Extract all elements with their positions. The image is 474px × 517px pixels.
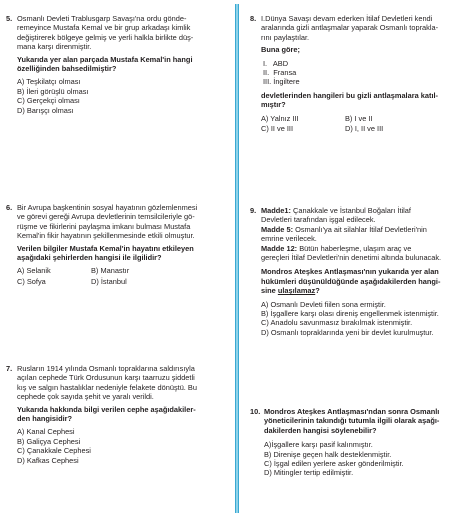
article-item: Madde 5: Osmanlı'ya ait silahlar İtilaf Devletleri'nin emrine verilecek. xyxy=(261,224,427,244)
question-6 xyxy=(6,203,232,286)
column-divider xyxy=(235,4,239,513)
option-d[interactable]: D) Barışçı olması xyxy=(17,105,74,115)
question-stem: Bir Avrupa başkentinin sosyal hayatının gözlemlenmesi ve görevi gereği Avrupa devletlerinin temsilcileriyle gö- rüşme ve fikirlerini paylaşma imkanı bulması Mustafa Kemal'in fikir hayatının şekillenmesinde etkili olmuştur. xyxy=(17,203,198,241)
question-prompt: Mondros Ateşkes Antlaşması'nın yukarıda yer alan hükümleri düşünüldüğünde aşağıdakilerden hangi- sine ulaşılamaz? xyxy=(261,267,441,296)
question-prompt: devletlerinden hangileri bu gizli antlaşmalara katıl- mıştır? xyxy=(261,90,439,110)
question-number: 9. xyxy=(250,206,257,215)
option-c[interactable]: C) İşgal edilen yerlere asker gönderilmiştir. xyxy=(264,459,404,469)
option-a[interactable]: A) Kanal Cephesi xyxy=(17,427,75,437)
question-5 xyxy=(6,14,232,115)
option-b[interactable]: B) Galiçya Cephesi xyxy=(17,436,81,446)
question-number: 8. xyxy=(250,14,257,23)
question-prompt: Verilen bilgiler Mustafa Kemal'in hayatını etkileyen aşağıdaki şehirlerden hangisi ile ilgilidir? xyxy=(17,243,194,263)
option-a[interactable]: A)İşgallere karşı pasif kalınmıştır. xyxy=(264,440,373,450)
question-lead: Buna göre; xyxy=(261,45,301,55)
question-8 xyxy=(250,14,470,133)
question-prompt: Mondros Ateşkes Antlaşması'ndan sonra Osmanlı yöneticilerinin takındığı tutumla ilgili olarak aşağı- dakilerden hangisi söylenebilir? xyxy=(264,407,440,435)
article-item: Madde1: Çanakkale ve İstanbul Boğaları İtilaf Devletleri tarafından işgal edilecek. xyxy=(261,206,411,225)
question-prompt: Yukarıda yer alan parçada Mustafa Kemal'in hangi özelliğinden bahsedilmiştir? xyxy=(17,54,193,74)
question-stem: Rusların 1914 yılında Osmanlı topraklarına saldırısıyla açılan cephede Türk Ordusunun karşı taarruzu şiddetli kış ve salgın hastalıklar nedeniyle felakete dönüştü. Bu cephede çok sayıda şehit ve yaralı verildi. xyxy=(17,364,197,402)
answer-options xyxy=(261,114,470,134)
emphasis-word: ulaşılamaz xyxy=(277,286,316,296)
option-d[interactable]: D) İstanbul xyxy=(91,276,127,286)
option-b[interactable]: B) Manastır xyxy=(91,266,130,276)
question-number: 10. xyxy=(250,407,261,416)
question-number: 6. xyxy=(6,203,13,212)
question-number: 5. xyxy=(6,14,13,23)
option-a[interactable]: A) Selanik xyxy=(17,266,51,276)
question-9 xyxy=(250,206,470,337)
option-a[interactable]: A) Osmanlı Devleti fiilen sona ermiştir. xyxy=(261,299,386,309)
option-c[interactable]: C) Gerçekçi olması xyxy=(17,96,80,106)
option-c[interactable]: C) Sofya xyxy=(17,276,46,286)
option-a[interactable]: A) Teşkilatçı olması xyxy=(17,77,81,87)
question-prompt: Yukarıda hakkında bilgi verilen cephe aşağıdakiler- den hangisidir? xyxy=(17,404,196,424)
option-b[interactable]: B) İşgallere karşı olası direniş engellenmek istenmiştir. xyxy=(261,309,439,319)
article-item: Madde 12: Bütün haberleşme, ulaşım araç ve gereçleri İtilaf Devletleri'nin denetimi altında bulunacak. xyxy=(261,243,442,263)
option-b[interactable]: B) İleri görüşlü olması xyxy=(17,86,89,96)
question-stem: Osmanlı Devleti Trablusgarp Savaşı'na ordu gönde- remeyince Mustafa Kemal ve bir grup arkadaşı kimlik değiştirerek bölgeye gelmiş ve yerli halkla birlikte düş- mana karşı direnmiştir. xyxy=(17,14,194,52)
answer-options xyxy=(17,427,232,465)
option-c[interactable]: C) II ve III xyxy=(261,124,294,134)
option-d[interactable]: D) I, II ve III xyxy=(345,124,384,134)
question-stem: I.Dünya Savaşı devam ederken İtilaf Devletleri kendi aralarında gizli antlaşmalar yaparak Osmanlı toprakla- rını paylaştılar. xyxy=(261,14,439,42)
question-number: 7. xyxy=(6,364,13,373)
answer-options xyxy=(264,440,470,478)
question-10 xyxy=(250,407,470,478)
option-a[interactable]: A) Yalnız III xyxy=(261,113,299,123)
statement-list xyxy=(261,59,470,87)
answer-options xyxy=(17,77,232,115)
statement-item: II. Fransa xyxy=(263,68,297,78)
statement-item: I. ABD xyxy=(263,58,289,68)
question-7 xyxy=(6,364,232,465)
statement-item: III. İngiltere xyxy=(263,77,300,87)
answer-options xyxy=(261,300,470,338)
option-c[interactable]: C) Anadolu savunmasız bırakılmak istenmiştir. xyxy=(261,318,413,328)
treaty-articles xyxy=(261,206,470,262)
option-d[interactable]: D) Osmanlı topraklarında yeni bir devlet kurulmuştur. xyxy=(261,327,434,337)
option-b[interactable]: B) I ve II xyxy=(345,113,373,123)
option-c[interactable]: C) Çanakkale Cephesi xyxy=(17,446,91,456)
option-d[interactable]: D) Kafkas Cephesi xyxy=(17,455,79,465)
option-d[interactable]: D) Mitingler tertip edilmiştir. xyxy=(264,468,354,478)
answer-options xyxy=(17,266,232,286)
option-b[interactable]: B) Direnişe geçen halk desteklenmiştir. xyxy=(264,449,392,459)
